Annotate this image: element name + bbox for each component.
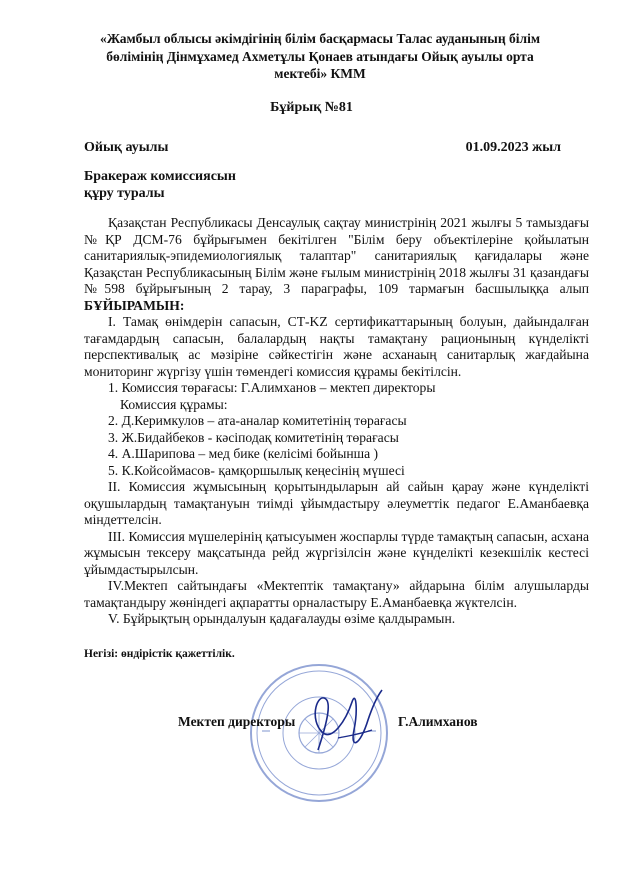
header-line-1: «Жамбыл облысы әкімдігінің білім басқармасы Талас ауданының білім	[99, 31, 541, 46]
handwritten-signature-icon	[298, 680, 398, 770]
paragraph-4: IV.Мектеп сайтындағы «Мектептік тамақтану» айдарына білім алушыларды тамақтандыру жөніндегі ақпаратты орналастыру Е.Аманбаевқа жүктелсін.	[84, 578, 589, 610]
header-line-3: мектебі» КММ	[274, 66, 366, 81]
document-header	[60, 30, 580, 83]
member-3: 3. Ж.Бидайбеков - кәсіподақ комитетінің төрағасы	[108, 429, 399, 445]
order-date: 01.09.2023 жыл	[465, 140, 561, 155]
paragraph-2: II. Комиссия жұмысының қорытындыларын ай сайын қарау және күнделікті оқушылардың тамақтануын тиімді ұйымдастыру әлеуметтік педагог Е.Аманбаевқа міндеттелсін.	[84, 479, 589, 527]
commission-members-label: Комиссия құрамы:	[120, 396, 228, 412]
commission-chair: 1. Комиссия төрағасы: Г.Алимханов – мектеп директоры	[108, 380, 436, 395]
order-title: Бұйрық №81	[270, 100, 353, 115]
signatory-name: Г.Алимханов	[398, 714, 478, 729]
subject-line-2: құру туралы	[84, 186, 165, 201]
member-4: 4. А.Шарипова – мед бике (келісімі бойынша )	[108, 446, 379, 461]
paragraph-3: III. Комиссия мүшелерінің қатысуымен жоспарлы түрде тамақтың сапасын, асхана жұмысын тексеру мақсатында рейд жүргізілсін және күнделікті кезекшілік кестесі ұйымдастырылсын.	[84, 528, 589, 577]
order-place: Ойық ауылы	[84, 140, 169, 155]
intro-paragraph	[84, 215, 589, 314]
header-line-2: бөлімінің Дінмұхамед Ахметұлы Қонаев атындағы Ойық ауылы орта	[106, 48, 534, 64]
order-body	[84, 215, 589, 628]
paragraph-5: V. Бұйрықтың орындалуын қадағалауды өзіме қалдырамын.	[108, 611, 456, 626]
basis-note: Негізі: өндірістік қажеттілік.	[84, 648, 235, 660]
order-word: БҰЙЫРАМЫН:	[84, 297, 185, 313]
member-5: 5. К.Койсоймасов- қамқоршылық кеңесінің мүшесі	[108, 462, 405, 478]
paragraph-1: I. Тамақ өнімдерін сапасын, СТ-KZ сертификаттарының болуын, дайындалған тағамдардың сапасын, балалардың нақты тамақтану рационының күнделікті перспективалық ас мәзіріне сәйкестігін және асханаың санитарлық жағдайына мониторинг жүргізу үшін төмендегі комиссия құрамы бекітілсін.	[84, 314, 589, 379]
member-2: 2. Д.Керимкулов – ата-аналар комитетінің төрағасы	[108, 413, 407, 428]
order-subject	[84, 168, 236, 202]
signatory-position: Мектеп директоры	[178, 714, 296, 729]
intro-text: Қазақстан Республикасы Денсаулық сақтау министрінің 2021 жылғы 5 тамыздағы №ҚР ДСМ-76 бұйрығымен бекітілген "Білім беру объектілеріне қойылатын санитариялық-эпидемиологиялық талаптар" санитариялық қағидалары және Қазақстан Республикасының Білім және ғылым министрінің 2018 жылғы 31 қазандағы №598 бұйрығының 2 тарау, 3 параграфы, 109 тармағын басшылыққа алып	[84, 215, 589, 296]
subject-line-1: Бракераж комиссиясын	[84, 169, 236, 184]
